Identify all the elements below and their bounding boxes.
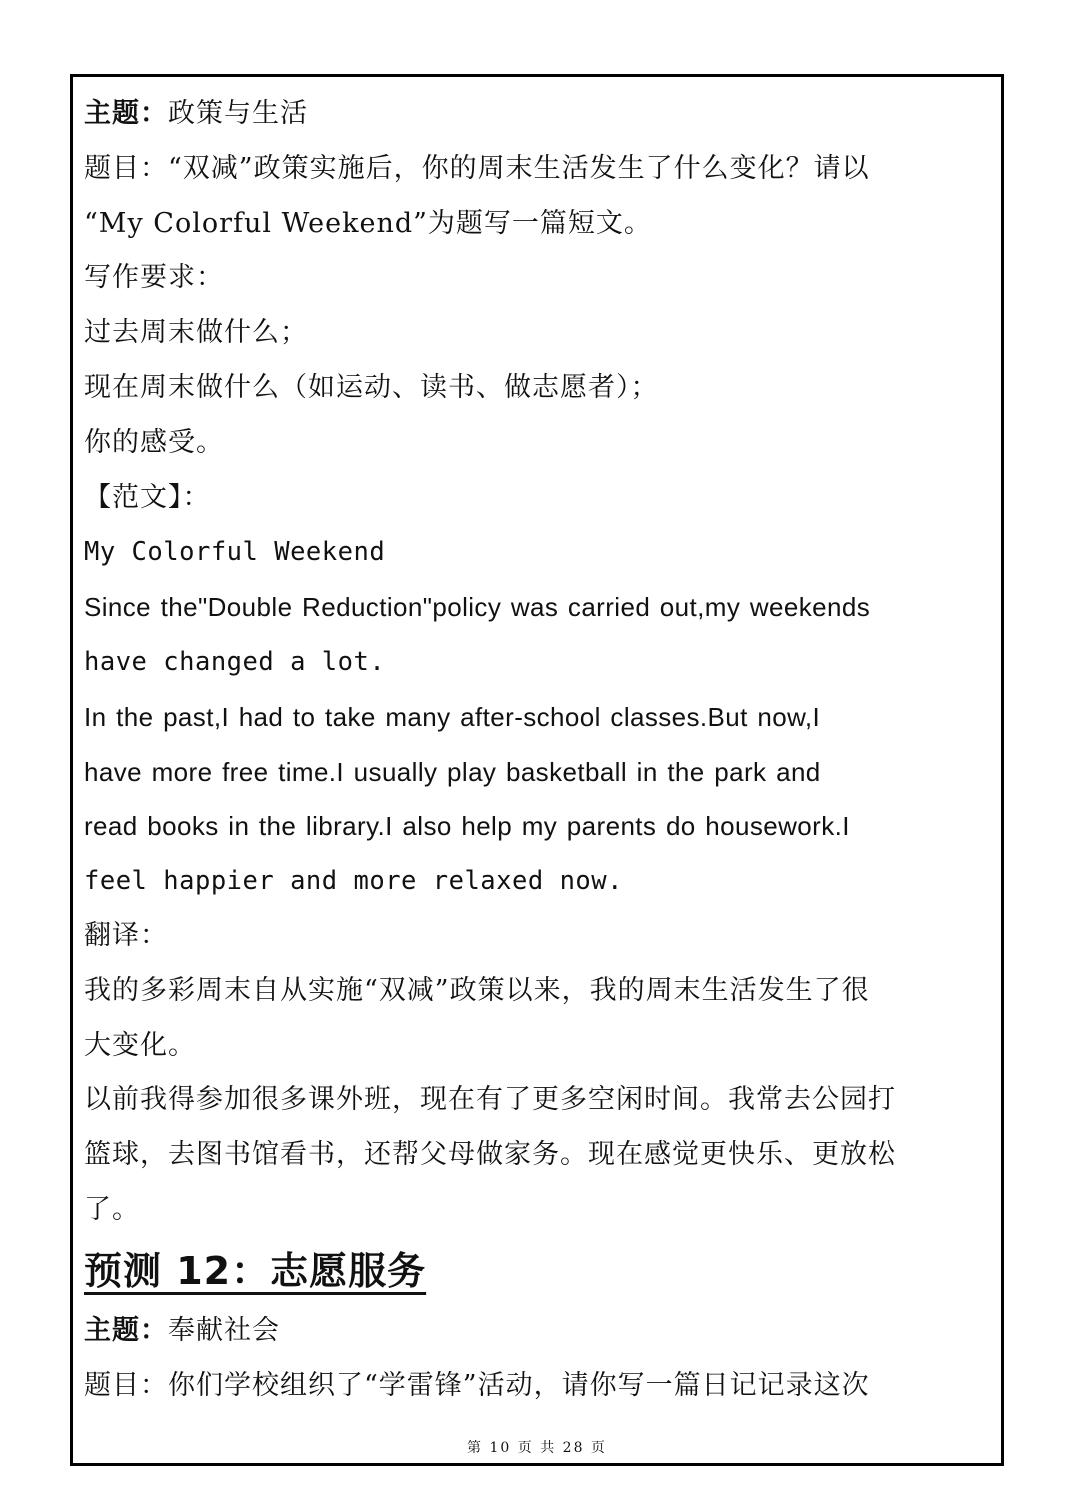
prompt-line-1: 题目：“双减”政策实施后，你的周末生活发生了什么变化？请以 [84, 152, 870, 184]
requirement-2: 现在周末做什么（如运动、读书、做志愿者）； [84, 371, 659, 403]
essay-line: read books in the library.I also help my parents do housework.I [84, 811, 850, 842]
theme-label-2: 主题： [84, 1314, 168, 1346]
theme-line [84, 87, 996, 142]
prompt-line-2: “My Colorful Weekend”为题写一篇短文。 [84, 207, 652, 239]
requirement-1: 过去周末做什么； [84, 317, 308, 349]
sample-label: 【范文】： [84, 481, 211, 513]
page-content [84, 87, 996, 1413]
essay-title: My Colorful Weekend [84, 537, 386, 568]
page-footer: 第 10 页 共 28 页 [467, 1440, 607, 1456]
essay-line: have more free time.I usually play basketball in the park and [84, 756, 821, 787]
essay-line: have changed a lot. [84, 646, 386, 677]
translation-line: 篮球，去图书馆看书，还帮父母做家务。现在感觉更快乐、更放松 [84, 1139, 896, 1171]
theme-line-2 [84, 1304, 996, 1359]
requirements-label: 写作要求： [84, 262, 224, 294]
theme-label: 主题： [84, 98, 168, 129]
essay-line: In the past,I had to take many after-school classes.But now,I [84, 701, 821, 732]
translation-line: 大变化。 [84, 1029, 196, 1061]
section-heading-text: 预测 12：志愿服务 [84, 1248, 427, 1293]
essay-line: Since the"Double Reduction"policy was carried out,my weekends [84, 592, 871, 623]
translation-line: 我的多彩周末自从实施“双减”政策以来，我的周末生活发生了很 [84, 974, 870, 1006]
translation-line: 以前我得参加很多课外班，现在有了更多空闲时间。我常去公园打 [84, 1084, 896, 1116]
essay-line: feel happier and more relaxed now. [84, 866, 623, 897]
prompt-line-3: 题目：你们学校组织了“学雷锋”活动，请你写一篇日记记录这次 [84, 1369, 870, 1401]
section-heading [84, 1238, 996, 1304]
translation-label: 翻译： [84, 919, 168, 951]
translation-line: 了。 [84, 1193, 140, 1225]
theme-value-2: 奉献社会 [168, 1314, 280, 1346]
requirement-3: 你的感受。 [84, 426, 224, 458]
theme-value: 政策与生活 [168, 98, 308, 129]
page-frame [70, 74, 1004, 1466]
